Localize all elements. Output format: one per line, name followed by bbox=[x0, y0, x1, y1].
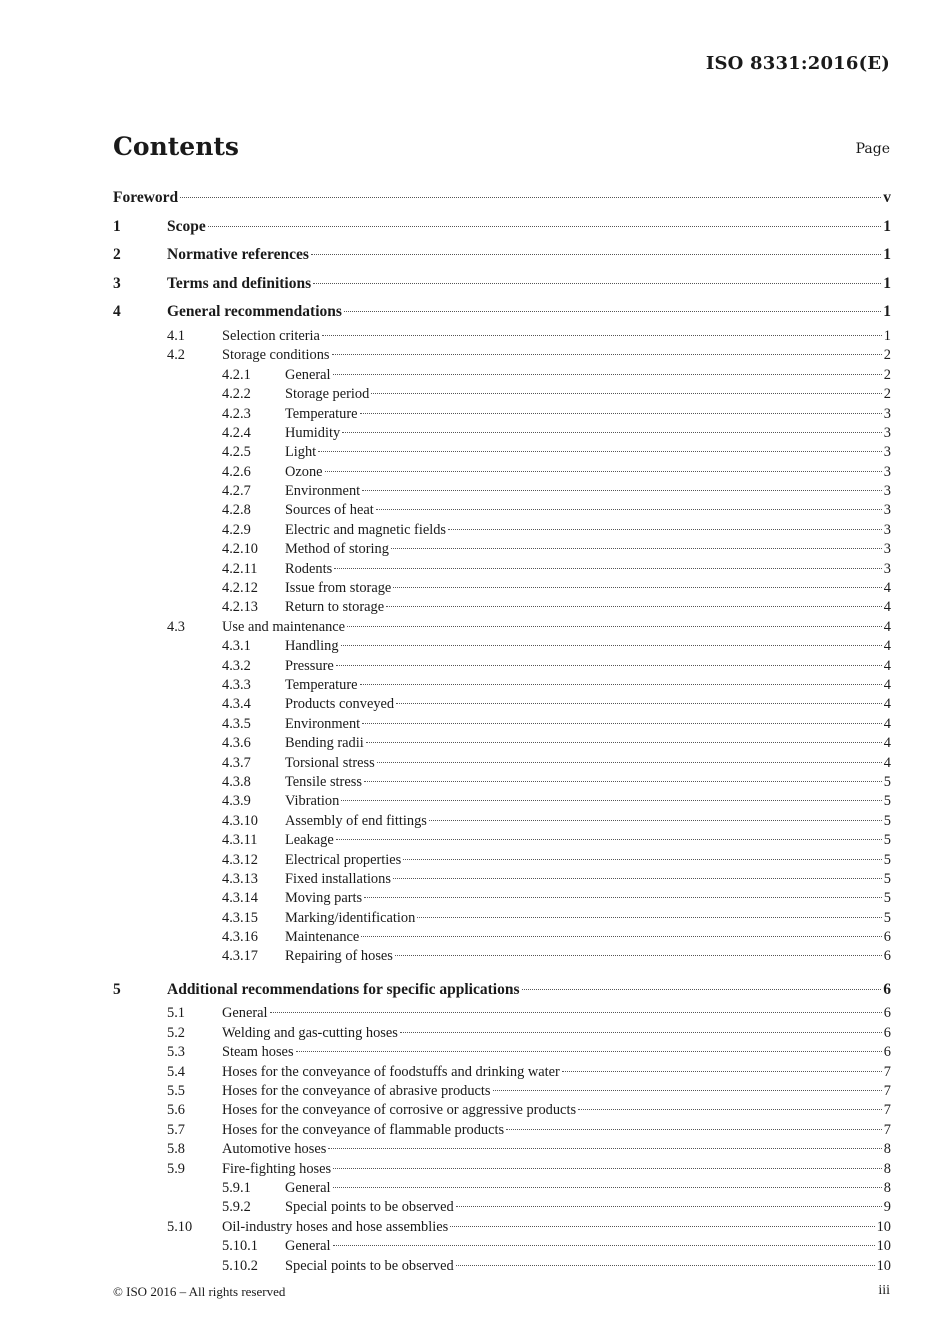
toc-entry-title[interactable]: Method of storing bbox=[285, 541, 389, 558]
toc-entry-number: 4.2.2 bbox=[222, 386, 251, 403]
toc-entry[interactable] bbox=[113, 851, 891, 870]
toc-entry[interactable] bbox=[113, 385, 891, 404]
toc-entry-page[interactable]: v bbox=[883, 189, 891, 206]
toc-entry[interactable] bbox=[113, 184, 891, 213]
dot-leader bbox=[333, 1187, 882, 1188]
dot-leader bbox=[311, 254, 881, 255]
toc-entry-number: 4.2.1 bbox=[222, 366, 251, 383]
document-id-header: ISO 8331:2016(E) bbox=[705, 53, 890, 74]
toc-entry-page[interactable]: 5 bbox=[883, 773, 891, 790]
toc-entry-title[interactable]: Issue from storage bbox=[285, 580, 392, 597]
toc-entry-page[interactable]: 3 bbox=[883, 444, 891, 461]
toc-entry[interactable] bbox=[113, 1218, 891, 1237]
toc-entry-number: 4 bbox=[113, 303, 121, 321]
toc-entry-title[interactable]: Fixed installations bbox=[285, 870, 391, 887]
toc-entry-page[interactable]: 1 bbox=[883, 217, 891, 235]
toc-entry-number: 5.3 bbox=[167, 1044, 185, 1061]
toc-entry-page[interactable]: 6 bbox=[883, 1005, 891, 1022]
toc-entry[interactable] bbox=[113, 715, 891, 734]
toc-entry-title[interactable]: Electrical properties bbox=[285, 851, 402, 868]
toc-entry-page[interactable]: 6 bbox=[883, 948, 891, 965]
toc-entry-number: 5.9 bbox=[167, 1160, 185, 1177]
dot-leader bbox=[336, 665, 882, 666]
toc-entry-page[interactable]: 6 bbox=[883, 1024, 891, 1041]
toc-entry[interactable] bbox=[113, 657, 891, 676]
toc-entry[interactable] bbox=[113, 579, 891, 598]
toc-entry-title[interactable]: Steam hoses bbox=[222, 1044, 294, 1061]
toc-entry-page[interactable]: 3 bbox=[883, 521, 891, 538]
toc-entry-page[interactable]: 6 bbox=[883, 1044, 891, 1061]
toc-entry-number: 5.6 bbox=[167, 1102, 185, 1119]
toc-entry-title[interactable]: Normative references bbox=[167, 246, 309, 264]
toc-entry-number: 4.3.5 bbox=[222, 715, 251, 732]
dot-leader bbox=[362, 490, 882, 491]
toc-entry-number: 4.2.12 bbox=[222, 580, 258, 597]
toc-entry-page[interactable]: 5 bbox=[883, 851, 891, 868]
dot-leader bbox=[341, 645, 882, 646]
copyright-footer: © ISO 2016 – All rights reserved bbox=[113, 1284, 286, 1299]
toc-entry-title[interactable]: Selection criteria bbox=[222, 327, 320, 344]
toc-entry-number: 4.3.6 bbox=[222, 735, 251, 752]
toc-entry[interactable] bbox=[113, 1063, 891, 1082]
toc-entry-page[interactable]: 4 bbox=[883, 677, 891, 693]
toc-entry[interactable] bbox=[113, 870, 891, 889]
toc-entry[interactable] bbox=[113, 346, 891, 365]
toc-entry[interactable] bbox=[113, 1257, 891, 1276]
toc-entry-title[interactable]: Use and maintenance bbox=[222, 618, 346, 635]
dot-leader bbox=[364, 781, 882, 782]
dot-leader bbox=[506, 1129, 882, 1130]
toc-entry-number: 4.3.1 bbox=[222, 638, 251, 655]
toc-entry[interactable] bbox=[113, 1024, 891, 1043]
toc-entry[interactable] bbox=[113, 889, 891, 908]
toc-entry-number: 4.2.4 bbox=[222, 424, 251, 441]
toc-entry-title[interactable]: Humidity bbox=[285, 424, 341, 441]
toc-entry-page[interactable]: 10 bbox=[876, 1218, 891, 1235]
toc-entry-number: 4.3.4 bbox=[222, 696, 251, 713]
dot-leader bbox=[522, 989, 882, 990]
toc-entry[interactable] bbox=[113, 1121, 891, 1140]
toc-entry-number: 5.1 bbox=[167, 1005, 185, 1022]
toc-entry-page[interactable]: 6 bbox=[883, 929, 891, 946]
toc-entry-number: 5 bbox=[113, 980, 121, 998]
toc-entry-number: 4.3 bbox=[167, 618, 185, 635]
toc-entry-title[interactable]: Moving parts bbox=[285, 890, 363, 907]
toc-entry-number: 5.9.1 bbox=[222, 1179, 251, 1196]
toc-entry-number: 4.3.14 bbox=[222, 890, 258, 907]
toc-entry-number: 4.3.13 bbox=[222, 870, 258, 887]
toc-entry-page[interactable]: 6 bbox=[883, 980, 891, 998]
toc-entry-number: 5.10.1 bbox=[222, 1238, 258, 1255]
toc-entry[interactable] bbox=[113, 1198, 891, 1217]
toc-entry-page[interactable]: 4 bbox=[883, 735, 891, 752]
toc-entry-page[interactable]: 1 bbox=[883, 303, 891, 321]
dot-leader bbox=[450, 1226, 874, 1227]
dot-leader bbox=[313, 283, 881, 284]
contents-title: Contents bbox=[113, 132, 240, 161]
dot-leader bbox=[377, 762, 882, 763]
toc-entry-title[interactable]: Hoses for the conveyance of abrasive products bbox=[222, 1083, 491, 1100]
dot-leader bbox=[270, 1012, 882, 1013]
dot-leader bbox=[376, 509, 882, 510]
toc-entry[interactable] bbox=[113, 773, 891, 792]
dot-leader bbox=[562, 1071, 882, 1072]
table-of-contents bbox=[113, 184, 891, 1276]
toc-entry-page[interactable]: 4 bbox=[883, 715, 891, 732]
toc-entry-title[interactable]: Handling bbox=[285, 638, 339, 655]
toc-entry-title[interactable]: Temperature bbox=[285, 677, 358, 693]
dot-leader bbox=[361, 936, 881, 937]
dot-leader bbox=[364, 897, 882, 898]
dot-leader bbox=[448, 529, 882, 530]
toc-entry-title[interactable]: Hoses for the conveyance of foodstuffs and drinking water bbox=[222, 1063, 560, 1080]
dot-leader bbox=[493, 1090, 882, 1091]
toc-entry-number: 4.2.9 bbox=[222, 521, 251, 538]
toc-entry-title[interactable]: Pressure bbox=[285, 657, 334, 674]
dot-leader bbox=[396, 703, 882, 704]
toc-entry-number: 4.1 bbox=[167, 327, 185, 344]
toc-entry[interactable] bbox=[113, 270, 891, 299]
toc-entry-number: 5.2 bbox=[167, 1024, 185, 1041]
dot-leader bbox=[456, 1265, 875, 1266]
toc-entry[interactable] bbox=[113, 501, 891, 520]
toc-entry-number: 4.2.8 bbox=[222, 502, 251, 519]
toc-entry-title[interactable]: Maintenance bbox=[285, 929, 360, 946]
dot-leader bbox=[322, 335, 882, 336]
toc-entry-number: 5.10.2 bbox=[222, 1257, 258, 1274]
toc-entry[interactable] bbox=[113, 241, 891, 270]
dot-leader bbox=[328, 1148, 881, 1149]
toc-entry-title[interactable]: Automotive hoses bbox=[222, 1141, 327, 1158]
toc-entry[interactable] bbox=[113, 676, 891, 695]
toc-entry-title[interactable]: Temperature bbox=[285, 405, 358, 422]
toc-entry-page[interactable]: 5 bbox=[883, 832, 891, 849]
toc-entry[interactable] bbox=[113, 909, 891, 928]
toc-entry-title[interactable]: Ozone bbox=[285, 463, 323, 480]
toc-entry-number: 4.3.3 bbox=[222, 677, 251, 693]
toc-entry-page[interactable]: 4 bbox=[883, 599, 891, 616]
toc-entry-title[interactable]: Environment bbox=[285, 715, 361, 732]
dot-leader bbox=[386, 606, 882, 607]
toc-entry-number: 4.3.11 bbox=[222, 832, 258, 849]
toc-entry[interactable] bbox=[113, 1140, 891, 1159]
dot-leader bbox=[456, 1206, 882, 1207]
toc-entry-title[interactable]: General bbox=[285, 1179, 331, 1196]
toc-entry-title[interactable]: General bbox=[285, 1238, 331, 1255]
toc-entry-title[interactable]: Storage conditions bbox=[222, 347, 330, 364]
toc-entry[interactable] bbox=[113, 424, 891, 443]
dot-leader bbox=[344, 311, 881, 312]
dot-leader bbox=[333, 374, 882, 375]
toc-entry[interactable] bbox=[113, 366, 891, 385]
toc-entry-title[interactable]: Storage period bbox=[285, 386, 370, 403]
dot-leader bbox=[318, 451, 882, 452]
toc-entry-title[interactable]: Return to storage bbox=[285, 599, 385, 616]
toc-entry-page[interactable]: 5 bbox=[883, 793, 891, 810]
toc-entry[interactable] bbox=[113, 792, 891, 811]
toc-entry-page[interactable]: 1 bbox=[883, 327, 891, 344]
toc-entry-page[interactable]: 7 bbox=[883, 1083, 891, 1100]
toc-entry-number: 4.3.16 bbox=[222, 929, 258, 946]
dot-leader bbox=[400, 1032, 882, 1033]
toc-entry-title[interactable]: Leakage bbox=[285, 832, 334, 849]
toc-entry[interactable] bbox=[113, 213, 891, 242]
toc-entry-number: 4.2.13 bbox=[222, 599, 258, 616]
toc-entry-page[interactable]: 7 bbox=[883, 1121, 891, 1138]
dot-leader bbox=[347, 626, 882, 627]
toc-entry-page[interactable]: 3 bbox=[883, 560, 891, 577]
dot-leader bbox=[403, 859, 882, 860]
toc-entry-number: 5.9.2 bbox=[222, 1199, 251, 1216]
dot-leader bbox=[429, 820, 882, 821]
toc-entry-page[interactable]: 4 bbox=[883, 657, 891, 674]
dot-leader bbox=[391, 548, 882, 549]
toc-entry-title[interactable]: General bbox=[222, 1005, 268, 1022]
toc-entry-title[interactable]: Bending radii bbox=[285, 735, 364, 752]
toc-entry[interactable] bbox=[113, 540, 891, 559]
toc-entry[interactable] bbox=[113, 947, 891, 966]
toc-entry[interactable] bbox=[113, 560, 891, 579]
toc-entry-page[interactable]: 5 bbox=[883, 812, 891, 829]
toc-entry-page[interactable]: 4 bbox=[883, 580, 891, 597]
toc-entry[interactable] bbox=[113, 1082, 891, 1101]
toc-entry-title[interactable]: General recommendations bbox=[167, 303, 342, 321]
toc-entry[interactable] bbox=[113, 695, 891, 714]
toc-entry-title[interactable]: Scope bbox=[167, 217, 206, 235]
toc-entry-title[interactable]: General bbox=[285, 366, 331, 383]
toc-entry-page[interactable]: 2 bbox=[883, 386, 891, 403]
toc-entry[interactable] bbox=[113, 812, 891, 831]
toc-entry-title[interactable]: Products conveyed bbox=[285, 696, 395, 713]
toc-entry-title[interactable]: Special points to be observed bbox=[285, 1257, 454, 1274]
toc-entry-page[interactable]: 7 bbox=[883, 1102, 891, 1119]
dot-leader bbox=[362, 723, 882, 724]
toc-entry-title[interactable]: Marking/identification bbox=[285, 909, 416, 926]
toc-entry-number: 4.2.7 bbox=[222, 483, 251, 500]
toc-entry-page[interactable]: 4 bbox=[883, 754, 891, 771]
toc-entry[interactable] bbox=[113, 754, 891, 773]
toc-entry[interactable] bbox=[113, 928, 891, 947]
toc-entry-number: 4.3.12 bbox=[222, 851, 258, 868]
page-number-footer: iii bbox=[878, 1283, 890, 1298]
toc-entry-number: 3 bbox=[113, 274, 121, 292]
dot-leader bbox=[341, 800, 882, 801]
toc-entry[interactable] bbox=[113, 463, 891, 482]
toc-entry-title[interactable]: Special points to be observed bbox=[285, 1199, 454, 1216]
dot-leader bbox=[417, 917, 882, 918]
toc-entry-number: 4.2.6 bbox=[222, 463, 251, 480]
toc-entry[interactable] bbox=[113, 637, 891, 656]
toc-entry[interactable] bbox=[113, 1179, 891, 1198]
toc-entry[interactable] bbox=[113, 482, 891, 501]
toc-entry-title[interactable]: Sources of heat bbox=[285, 502, 374, 519]
toc-entry-page[interactable]: 8 bbox=[883, 1141, 891, 1158]
page-column-label: Page bbox=[855, 141, 890, 157]
dot-leader bbox=[393, 878, 882, 879]
toc-entry-title[interactable]: Light bbox=[285, 444, 317, 461]
dot-leader bbox=[578, 1109, 882, 1110]
toc-entry-title[interactable]: Torsional stress bbox=[285, 754, 375, 771]
toc-entry[interactable] bbox=[113, 976, 891, 1005]
dot-leader bbox=[393, 587, 881, 588]
toc-entry-number: 4.2.5 bbox=[222, 444, 251, 461]
toc-entry-page[interactable]: 5 bbox=[883, 870, 891, 887]
toc-entry[interactable] bbox=[113, 618, 891, 637]
toc-entry-number: 4.2 bbox=[167, 347, 185, 364]
toc-entry-page[interactable]: 9 bbox=[883, 1199, 891, 1216]
toc-entry-title[interactable]: Rodents bbox=[285, 560, 333, 577]
toc-entry-number: 4.2.10 bbox=[222, 541, 258, 558]
toc-entry-number: 5.5 bbox=[167, 1083, 185, 1100]
toc-entry-number: 4.2.11 bbox=[222, 560, 258, 577]
dot-leader bbox=[208, 226, 882, 227]
toc-entry-page[interactable]: 4 bbox=[883, 638, 891, 655]
dot-leader bbox=[342, 432, 882, 433]
toc-entry-number: 4.3.10 bbox=[222, 812, 258, 829]
toc-entry-title[interactable]: Terms and definitions bbox=[167, 274, 312, 292]
toc-entry-number: 4.3.15 bbox=[222, 909, 258, 926]
toc-entry-page[interactable]: 8 bbox=[883, 1179, 891, 1196]
toc-entry-number: 4.2.3 bbox=[222, 405, 251, 422]
toc-entry-page[interactable]: 5 bbox=[883, 890, 891, 907]
toc-entry-number: 4.3.2 bbox=[222, 657, 251, 674]
dot-leader bbox=[395, 955, 882, 956]
toc-entry-title[interactable]: Fire-fighting hoses bbox=[222, 1160, 332, 1177]
toc-entry[interactable] bbox=[113, 1004, 891, 1023]
toc-entry-page[interactable]: 3 bbox=[883, 502, 891, 519]
toc-entry-title[interactable]: Repairing of hoses bbox=[285, 948, 393, 965]
toc-entry[interactable] bbox=[113, 327, 891, 346]
toc-entry-page[interactable]: 2 bbox=[883, 347, 891, 364]
dot-leader bbox=[332, 354, 882, 355]
toc-entry[interactable] bbox=[113, 298, 891, 327]
toc-entry-page[interactable]: 8 bbox=[883, 1160, 891, 1177]
toc-entry[interactable] bbox=[113, 443, 891, 462]
toc-entry-page[interactable]: 3 bbox=[883, 405, 891, 422]
toc-entry-page[interactable]: 1 bbox=[883, 246, 891, 264]
dot-leader bbox=[360, 684, 882, 685]
toc-entry-page[interactable]: 4 bbox=[883, 696, 891, 713]
toc-entry-title[interactable]: Environment bbox=[285, 483, 361, 500]
toc-entry-number: 5.10 bbox=[167, 1218, 193, 1235]
toc-entry-title[interactable]: Assembly of end fittings bbox=[285, 812, 427, 829]
toc-entry-number: 5.7 bbox=[167, 1121, 185, 1138]
toc-entry[interactable] bbox=[113, 405, 891, 424]
toc-entry-page[interactable]: 1 bbox=[883, 274, 891, 292]
toc-entry-page[interactable]: 4 bbox=[883, 618, 891, 635]
toc-entry-title[interactable]: Welding and gas-cutting hoses bbox=[222, 1024, 398, 1041]
dot-leader bbox=[333, 1245, 875, 1246]
toc-entry[interactable] bbox=[113, 521, 891, 540]
toc-entry-page[interactable]: 3 bbox=[883, 541, 891, 558]
toc-entry-page[interactable]: 5 bbox=[883, 909, 891, 926]
toc-entry-title[interactable]: Oil-industry hoses and hose assemblies bbox=[222, 1218, 449, 1235]
toc-entry[interactable] bbox=[113, 1160, 891, 1179]
dot-leader bbox=[336, 839, 882, 840]
toc-entry-title[interactable]: Additional recommendations for specific applications bbox=[167, 980, 520, 998]
toc-entry[interactable] bbox=[113, 1101, 891, 1120]
toc-entry-title[interactable]: Foreword bbox=[113, 189, 179, 206]
toc-entry-title[interactable]: Vibration bbox=[285, 793, 340, 810]
dot-leader bbox=[366, 742, 882, 743]
toc-entry-number: 4.3.7 bbox=[222, 754, 251, 771]
dot-leader bbox=[296, 1051, 882, 1052]
toc-entry-number: 4.3.9 bbox=[222, 793, 251, 810]
toc-entry-number: 4.3.8 bbox=[222, 773, 251, 790]
toc-entry-page[interactable]: 2 bbox=[883, 366, 891, 383]
dot-leader bbox=[334, 568, 882, 569]
toc-entry[interactable] bbox=[113, 734, 891, 753]
toc-entry-page[interactable]: 7 bbox=[883, 1063, 891, 1080]
toc-entry-number: 5.8 bbox=[167, 1141, 185, 1158]
toc-entry-title[interactable]: Electric and magnetic fields bbox=[285, 521, 447, 538]
toc-entry-page[interactable]: 3 bbox=[883, 483, 891, 500]
toc-entry[interactable] bbox=[113, 831, 891, 850]
toc-entry-number: 2 bbox=[113, 246, 121, 264]
dot-leader bbox=[360, 413, 882, 414]
toc-entry-title[interactable]: Hoses for the conveyance of flammable products bbox=[222, 1121, 505, 1138]
toc-entry-page[interactable]: 10 bbox=[876, 1238, 891, 1255]
toc-entry-number: 1 bbox=[113, 217, 121, 235]
toc-entry[interactable] bbox=[113, 598, 891, 617]
dot-leader bbox=[371, 393, 881, 394]
toc-entry-number: 5.4 bbox=[167, 1063, 185, 1080]
toc-entry-number: 4.3.17 bbox=[222, 948, 258, 965]
dot-leader bbox=[325, 471, 882, 472]
dot-leader bbox=[333, 1168, 882, 1169]
toc-entry[interactable] bbox=[113, 1237, 891, 1256]
dot-leader bbox=[180, 197, 881, 198]
toc-entry-page[interactable]: 3 bbox=[883, 424, 891, 441]
toc-entry-title[interactable]: Tensile stress bbox=[285, 773, 362, 790]
toc-entry-page[interactable]: 3 bbox=[883, 463, 891, 480]
toc-entry[interactable] bbox=[113, 1043, 891, 1062]
toc-entry-page[interactable]: 10 bbox=[876, 1257, 891, 1274]
toc-entry-title[interactable]: Hoses for the conveyance of corrosive or aggressive products bbox=[222, 1102, 577, 1119]
